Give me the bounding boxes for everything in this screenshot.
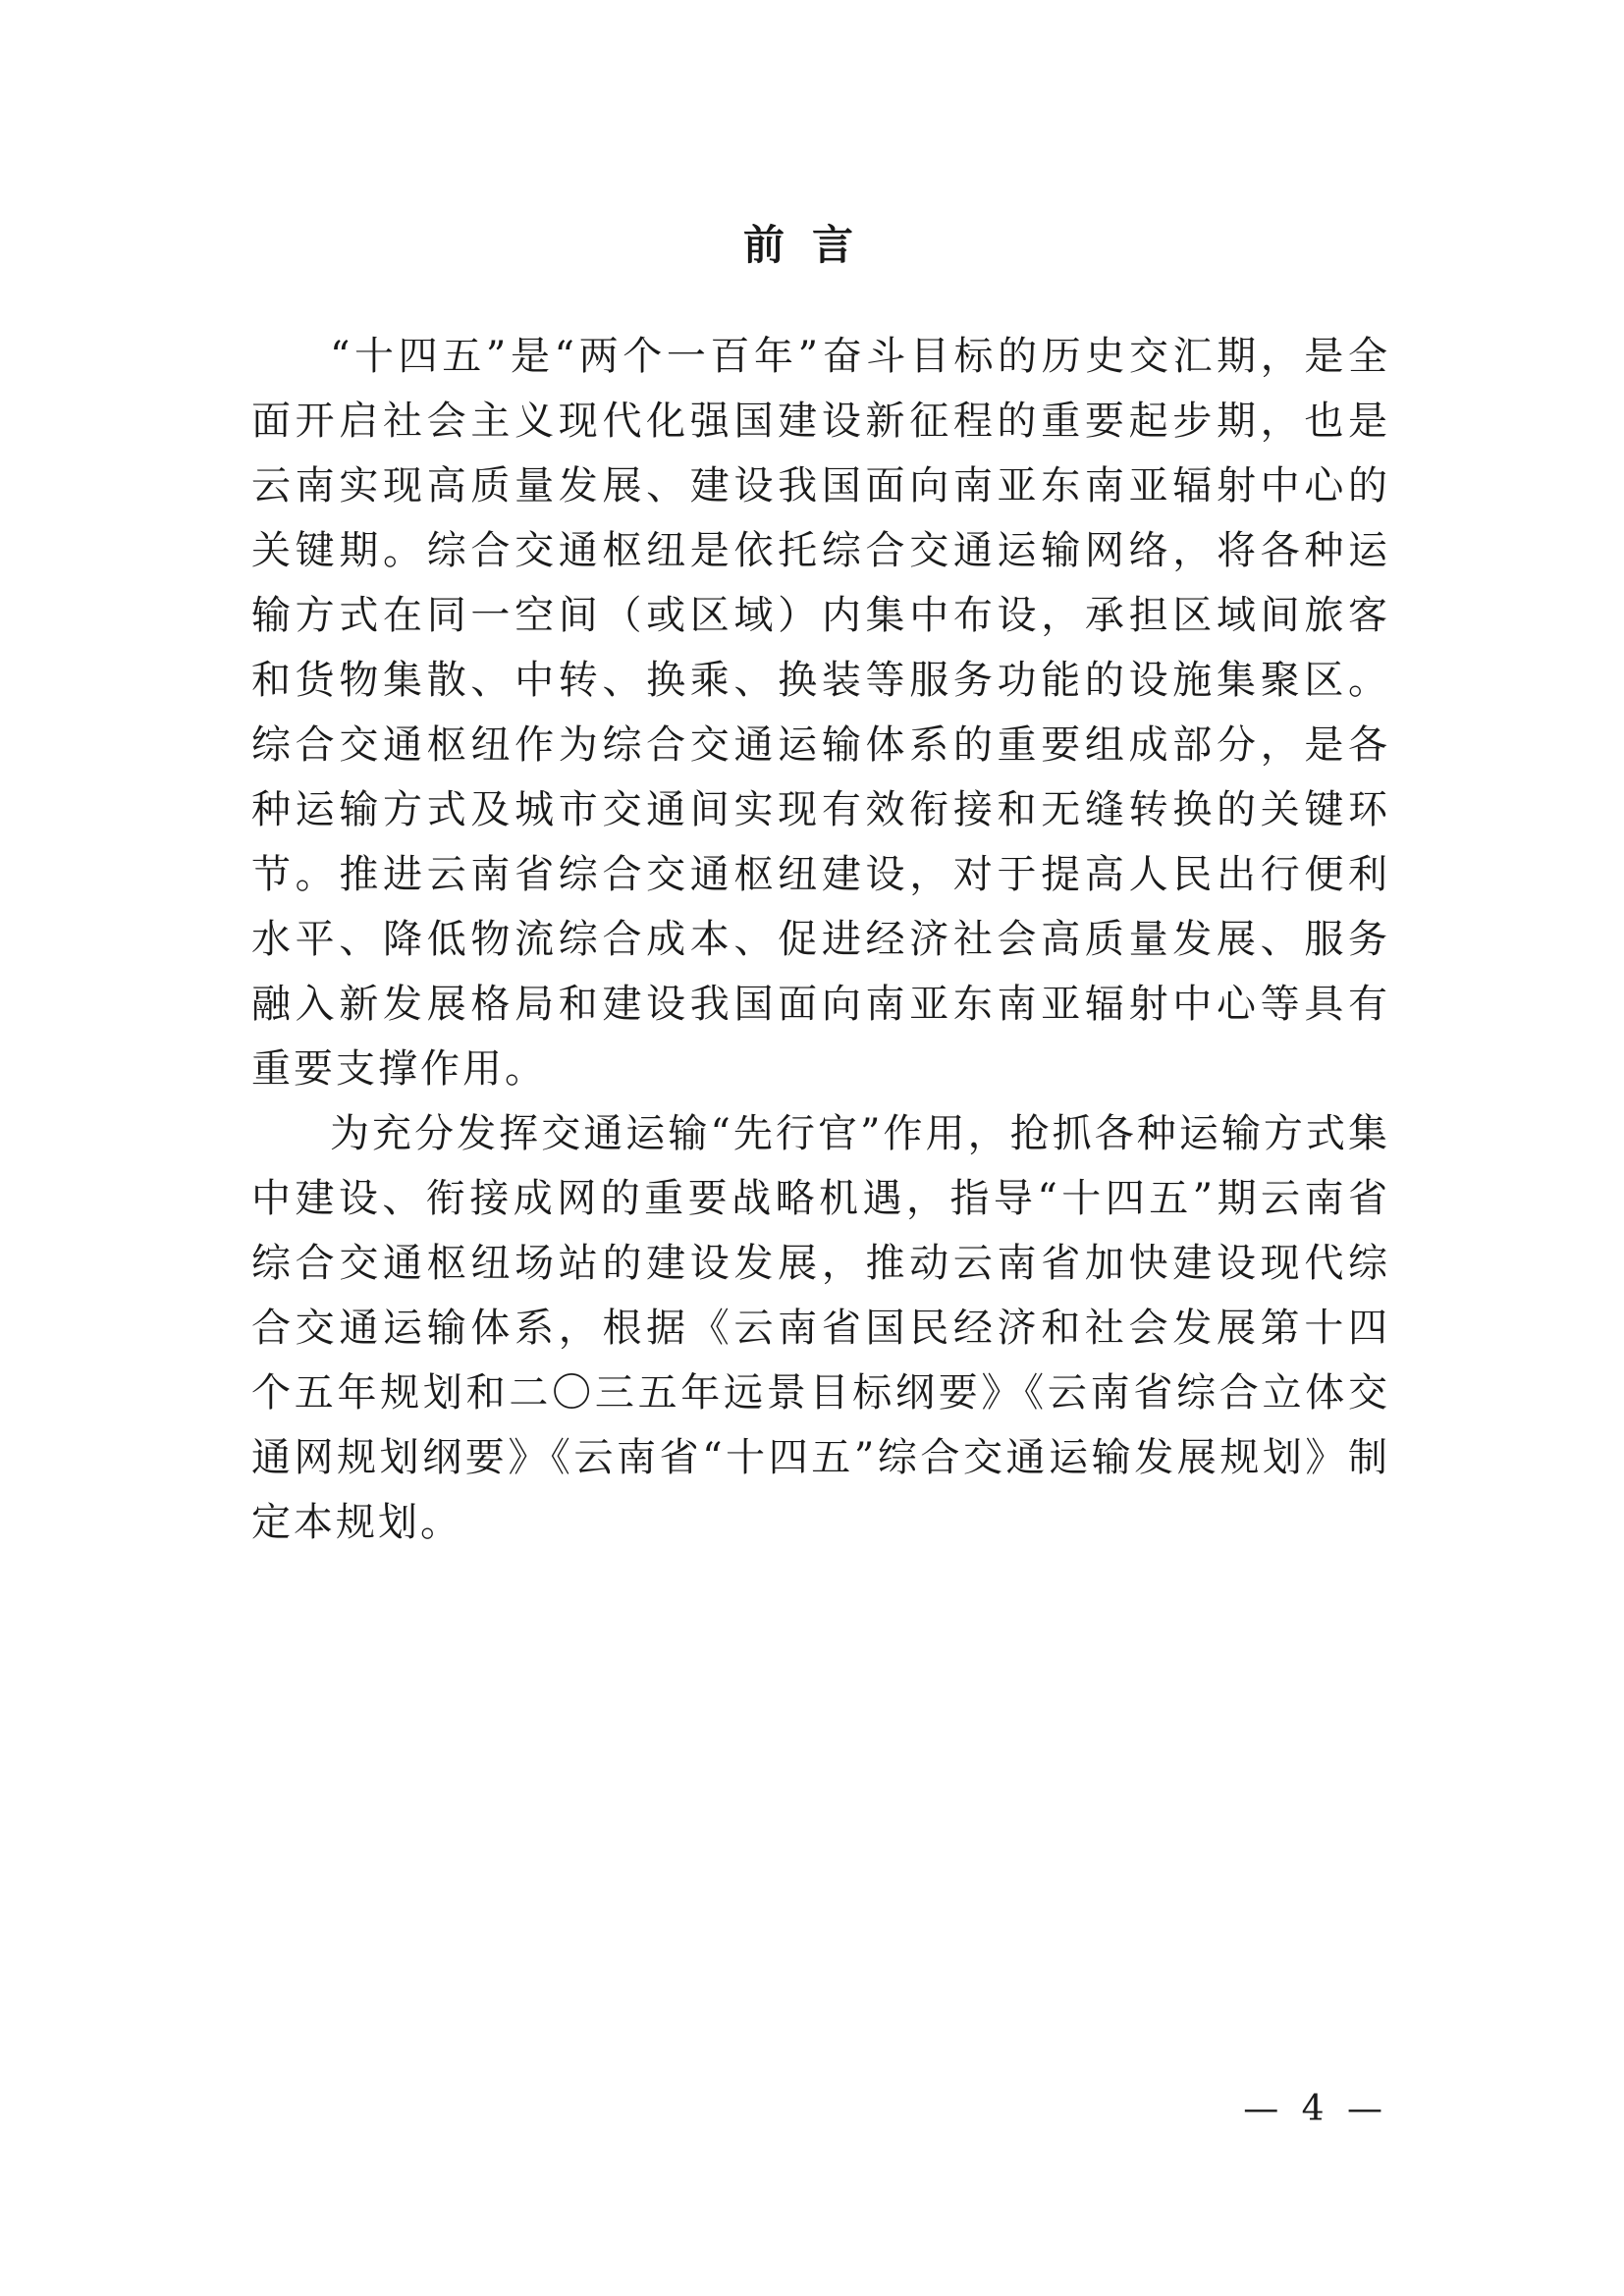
page-title: 前言 [742,221,881,269]
page-number: — 4 — [1243,2089,1388,2129]
paragraph-1: “十四五”是“两个一百年”奋斗目标的历史交汇期，是全面开启社会主义现代化强国建设新征程的重要起步期，也是云南实现高质量发展、建设我国面向南亚东南亚辐射中心的关键期。综合交通枢纽是依托综合交通运输网络，将各种运输方式在同一空间（或区域）内集中布设，承担区域间旅客和货物集散、中转、换乘、换装等服务功能的设施集聚区。综合交通枢纽作为综合交通运输体系的重要组成部分，是各种运输方式及城市交通间实现有效衔接和无缝转换的关键环节。推进云南省综合交通枢纽建设，对于提高人民出行便利水平、降低物流综合成本、促进经济社会高质量发展、服务融入新发展格局和建设我国面向南亚东南亚辐射中心等具有重要支撑作用。 [251,334,1390,1092]
document-body [251,324,1390,1555]
paragraph-2: 为充分发挥交通运输“先行官”作用，抢抓各种运输方式集中建设、衔接成网的重要战略机遇，指导“十四五”期云南省综合交通枢纽场站的建设发展，推动云南省加快建设现代综合交通运输体系，根据《云南省国民经济和社会发展第十四个五年规划和二〇三五年远景目标纲要》《云南省综合立体交通网规划纲要》《云南省“十四五”综合交通运输发展规划》制定本规划。 [251,1111,1390,1545]
